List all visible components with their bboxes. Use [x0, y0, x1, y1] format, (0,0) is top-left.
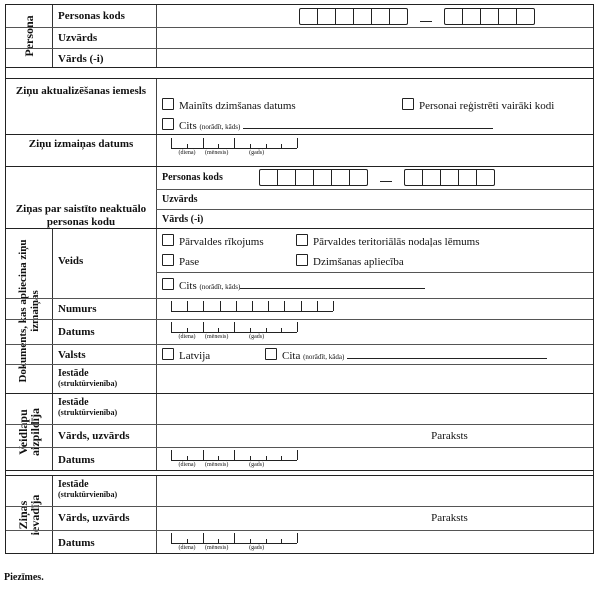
row-personas-kods	[6, 5, 593, 27]
saistitais-kods-input[interactable]	[259, 169, 495, 190]
option-rikojums[interactable]: Pārvaldes rīkojums	[162, 234, 264, 248]
code-part2[interactable]	[444, 8, 535, 25]
label-saistitais: Ziņas par saistīto neaktuālo personas kodu	[15, 203, 147, 228]
section-iemesls	[5, 78, 594, 135]
option-aplieciba[interactable]: Dzimšanas apliecība	[296, 254, 404, 268]
row-valsts: Valsts Latvija Cita (norādīt, kāda)	[6, 344, 593, 364]
row-aizp-vards: Vārds, uzvārds Paraksts	[6, 424, 593, 447]
section-saistitais	[5, 167, 594, 229]
aizp-date-input[interactable]	[171, 450, 297, 469]
row-saistitais-vards: Vārds (-i)	[156, 209, 593, 230]
option-dok-cits[interactable]: Cits (norādīt, kāds)	[162, 278, 425, 292]
date-segments[interactable]	[171, 138, 297, 149]
dok-cits-line[interactable]	[240, 288, 425, 289]
row-aizp-datums: Datums (diena) (mēnesis) (gads)	[6, 447, 593, 471]
cits-input-line[interactable]	[243, 128, 493, 129]
option-vairaki-kodi[interactable]: Personai reģistrēti vairāki kodi	[402, 98, 554, 112]
ievadija-side-label: Ziņas ievadīja	[16, 494, 42, 535]
piezimes-label: Piezīmes.	[4, 572, 44, 583]
option-cita[interactable]: Cita (norādīt, kāda)	[265, 348, 547, 362]
option-lemums[interactable]: Pārvaldes teritoriālās nodaļas lēmums	[296, 234, 479, 248]
date-segments[interactable]	[171, 450, 297, 461]
date-caption-diena: (diena)	[178, 462, 196, 468]
label-vards: Vārds (-i)	[58, 53, 104, 65]
date-caption-menesis: (mēnesis)	[205, 462, 229, 468]
option-mainits[interactable]: Mainīts dzimšanas datums	[162, 98, 296, 112]
date-caption-gads: (gads)	[249, 334, 265, 340]
row-aizp-iestade: Iestāde (struktūrvienība)	[58, 397, 118, 417]
date-segments[interactable]	[171, 322, 297, 333]
row-iev-vards: Vārds, uzvārds Paraksts	[6, 506, 593, 530]
dokuments-side-label: Dokuments, kas apliecina ziņu izmaiņas	[17, 239, 41, 383]
row-saistitais-kods: Personas kods	[156, 167, 593, 189]
persona-side-label: Persona	[22, 15, 36, 57]
row-iev-iestade: Iestāde (struktūrvienība)	[58, 479, 118, 499]
date-caption-menesis: (mēnesis)	[205, 150, 229, 156]
izmainas-date-input[interactable]	[171, 138, 297, 157]
row-dok-datums: Datums (diena) (mēnesis) (gads)	[6, 319, 593, 344]
paraksts-label: Paraksts	[431, 512, 468, 524]
date-caption-gads: (gads)	[249, 545, 265, 551]
cita-line[interactable]	[347, 358, 547, 359]
label-personas-kods: Personas kods	[58, 10, 125, 22]
iev-date-input[interactable]	[171, 533, 297, 552]
date-caption-menesis: (mēnesis)	[205, 334, 229, 340]
row-dok-iestade: Iestāde (struktūrvienība)	[6, 364, 593, 394]
row-uzvards	[6, 27, 593, 48]
row-vards	[6, 48, 593, 69]
numurs-input[interactable]	[171, 301, 333, 312]
section-dokuments	[5, 229, 594, 394]
checkbox[interactable]	[162, 98, 174, 110]
aizpilditajs-side-label: Veidlapu aizpildīja	[16, 407, 42, 457]
label-uzvards: Uzvārds	[58, 32, 98, 44]
checkbox[interactable]	[402, 98, 414, 110]
row-veids: Veids Pārvaldes rīkojums Pārvaldes teritoriālās nodaļas lēmums Pase Dzimšanas apliecība Cits (norādīt, kāds)	[6, 229, 593, 298]
uzvards-input[interactable]	[162, 28, 589, 48]
row-iev-datums: Datums (diena) (mēnesis) (gads)	[6, 530, 593, 554]
vards-input[interactable]	[162, 49, 589, 69]
date-caption-diena: (diena)	[178, 545, 196, 551]
personas-kods-input[interactable]	[299, 8, 589, 27]
dok-date-input[interactable]	[171, 322, 297, 341]
paraksts-label: Paraksts	[431, 430, 468, 442]
date-caption-gads: (gads)	[249, 150, 265, 156]
label-iemesls: Ziņu aktualizēšanas iemesls	[15, 85, 147, 97]
date-caption-menesis: (mēnesis)	[205, 545, 229, 551]
code-dash	[420, 21, 432, 22]
option-cits[interactable]: Cits (norādīt, kāds)	[162, 118, 493, 132]
section-ievadija	[5, 475, 594, 554]
date-caption-diena: (diena)	[178, 334, 196, 340]
date-caption-diena: (diena)	[178, 150, 196, 156]
row-numurs: Numurs	[6, 298, 593, 319]
section-izmainas	[5, 135, 594, 167]
label-izmainas-datums: Ziņu izmaiņas datums	[28, 138, 134, 150]
number-segments[interactable]	[171, 301, 333, 312]
option-latvija[interactable]: Latvija	[162, 348, 210, 362]
date-caption-gads: (gads)	[249, 462, 265, 468]
section-persona	[5, 4, 594, 68]
code-part1[interactable]	[299, 8, 408, 25]
section-aizpilditajs	[5, 394, 594, 471]
option-pase[interactable]: Pase	[162, 254, 199, 268]
row-saistitais-uzvards: Uzvārds	[156, 189, 593, 210]
form	[5, 4, 594, 554]
checkbox[interactable]	[162, 118, 174, 130]
date-segments[interactable]	[171, 533, 297, 544]
